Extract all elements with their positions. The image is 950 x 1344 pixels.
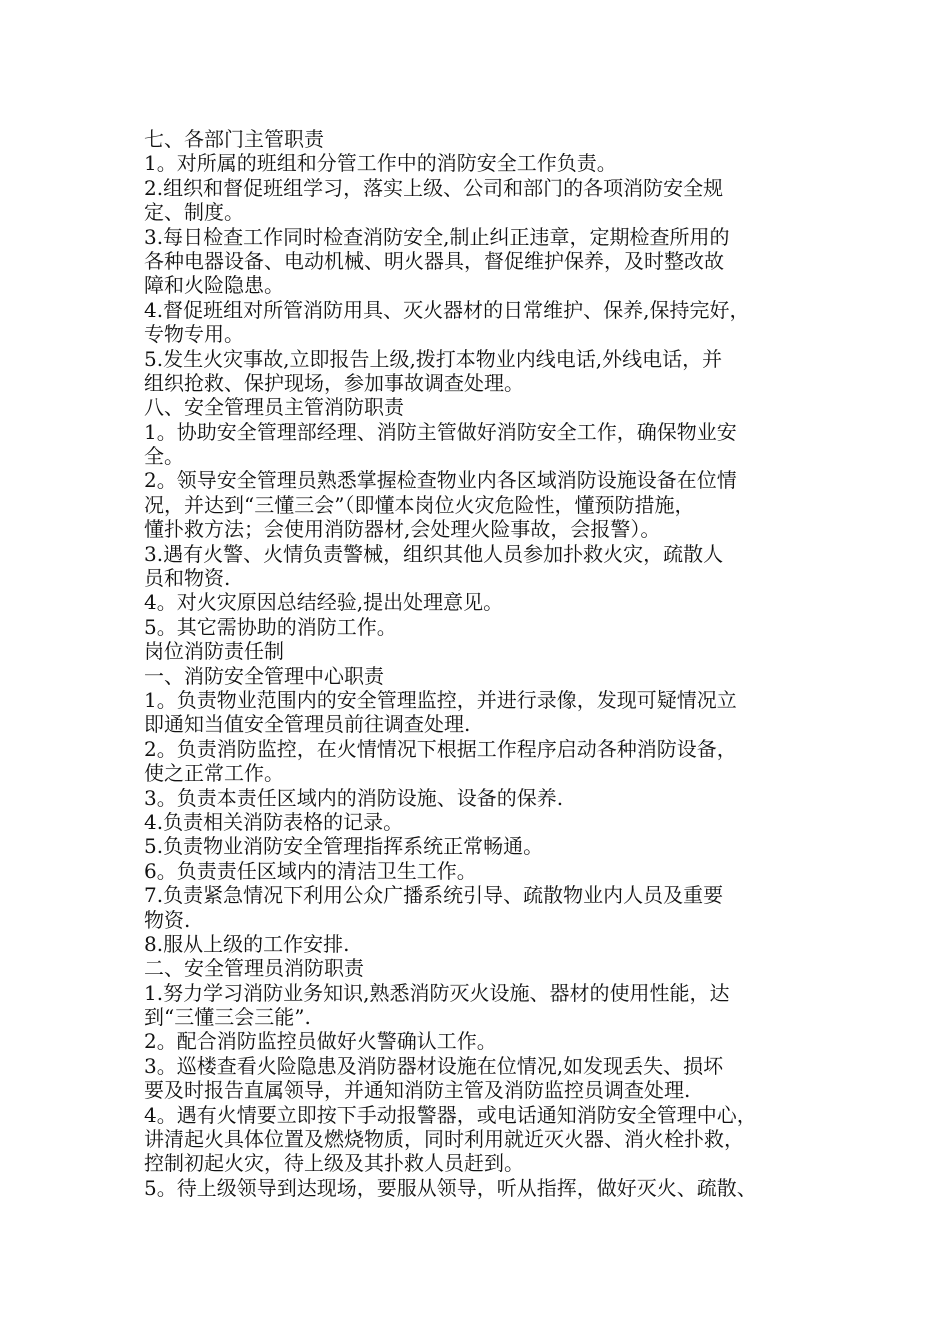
text-line: 3.每日检查工作同时检查消防安全,制止纠正违章，定期检查所用的 xyxy=(144,224,730,249)
text-line: 定、制度。 xyxy=(144,200,244,225)
text-line: 障和火险隐患。 xyxy=(144,273,284,298)
text-line: 况，并达到“三懂三会”（即懂本岗位火灾危险性，懂预防措施， xyxy=(144,492,695,517)
text-line: 2。配合消防监控员做好火警确认工作。 xyxy=(144,1029,497,1054)
text-line: 专物专用。 xyxy=(144,322,244,347)
text-line: 1.努力学习消防业务知识,熟悉消防灭火设施、器材的使用性能，达 xyxy=(144,980,730,1005)
text-line: 5.发生火灾事故,立即报告上级,拨打本物业内线电话,外线电话，并 xyxy=(144,346,723,371)
text-line: 即通知当值安全管理员前往调查处理. xyxy=(144,712,471,737)
document-page xyxy=(144,127,824,1200)
text-line: 到“三懂三会三能”. xyxy=(144,1005,311,1030)
text-line: 5.负责物业消防安全管理指挥系统正常畅通。 xyxy=(144,834,544,859)
text-line: 2。负责消防监控，在火情情况下根据工作程序启动各种消防设备， xyxy=(144,736,737,761)
text-line: 4.负责相关消防表格的记录。 xyxy=(144,809,404,834)
text-line: 5。其它需协助的消防工作。 xyxy=(144,614,397,639)
heading-safety-officer: 二、安全管理员消防职责 xyxy=(144,956,364,981)
text-line: 4.督促班组对所管消防用具、灭火器材的日常维护、保养,保持完好， xyxy=(144,297,750,322)
heading-safety-officer-supervisor: 八、安全管理员主管消防职责 xyxy=(144,395,404,420)
heading-department-supervisor: 七、各部门主管职责 xyxy=(144,127,324,151)
text-line: 物资. xyxy=(144,907,191,932)
text-line: 3。负责本责任区域内的消防设施、设备的保养. xyxy=(144,785,564,810)
text-line: 3。巡楼查看火险隐患及消防器材设施在位情况,如发现丢失、损坏 xyxy=(144,1053,724,1078)
heading-control-center: 一、消防安全管理中心职责 xyxy=(144,663,384,688)
text-line: 1。协助安全管理部经理、消防主管做好消防安全工作，确保物业安 xyxy=(144,419,737,444)
text-line: 1。对所属的班组和分管工作中的消防安全工作负责。 xyxy=(144,151,617,176)
text-line: 使之正常工作。 xyxy=(144,761,284,786)
heading-post-responsibility: 岗位消防责任制 xyxy=(144,639,284,664)
text-line: 要及时报告直属领导，并通知消防主管及消防监控员调查处理. xyxy=(144,1078,691,1103)
text-line: 5。待上级领导到达现场，要服从领导，听从指挥，做好灭火、疏散、 xyxy=(144,1175,757,1200)
text-line: 1。负责物业范围内的安全管理监控，并进行录像，发现可疑情况立 xyxy=(144,687,737,712)
text-line: 全。 xyxy=(144,444,184,469)
text-line: 6。负责责任区域内的清洁卫生工作。 xyxy=(144,858,477,883)
text-line: 组织抢救、保护现场，参加事故调查处理。 xyxy=(144,370,524,395)
text-line: 各种电器设备、电动机械、明火器具，督促维护保养，及时整改故 xyxy=(144,248,724,273)
text-line: 4。遇有火情要立即按下手动报警器，或电话通知消防安全管理中心， xyxy=(144,1102,757,1127)
text-line: 懂扑救方法；会使用消防器材,会处理火险事故，会报警）。 xyxy=(144,517,661,542)
text-line: 2。领导安全管理员熟悉掌握检查物业内各区域消防设施设备在位情 xyxy=(144,468,737,493)
text-line: 讲清起火具体位置及燃烧物质，同时利用就近灭火器、消火栓扑救， xyxy=(144,1127,744,1152)
text-line: 7.负责紧急情况下利用公众广播系统引导、疏散物业内人员及重要 xyxy=(144,883,724,908)
text-line: 员和物资. xyxy=(144,566,231,591)
text-line: 8.服从上级的工作安排. xyxy=(144,931,350,956)
text-line: 控制初起火灾，待上级及其扑救人员赶到。 xyxy=(144,1151,524,1176)
text-line: 3.遇有火警、火情负责警械，组织其他人员参加扑救火灾，疏散人 xyxy=(144,541,724,566)
text-line: 4。对火灾原因总结经验,提出处理意见。 xyxy=(144,590,504,615)
text-line: 2.组织和督促班组学习，落实上级、公司和部门的各项消防安全规 xyxy=(144,175,724,200)
